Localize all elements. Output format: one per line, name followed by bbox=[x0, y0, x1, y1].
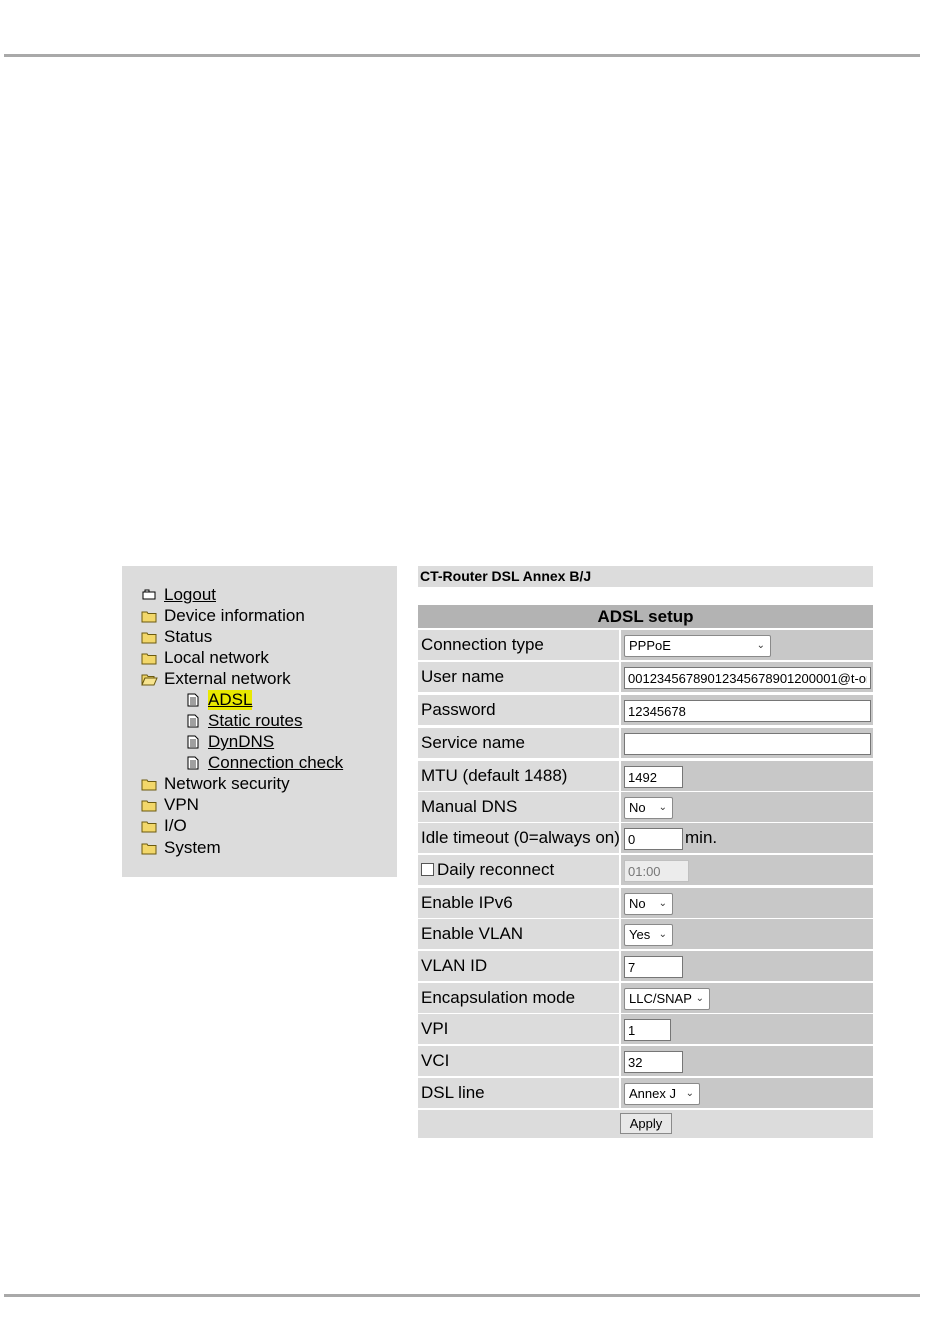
sidebar-item-label[interactable]: Logout bbox=[164, 585, 216, 604]
sidebar-item-system[interactable] bbox=[140, 838, 221, 858]
vci-input[interactable] bbox=[624, 1051, 683, 1073]
sidebar-item-external-network[interactable] bbox=[140, 669, 291, 689]
folder-open-icon bbox=[140, 671, 158, 687]
sidebar-item-label: I/O bbox=[164, 816, 187, 835]
user-name-label: User name bbox=[418, 662, 619, 692]
sidebar-nav bbox=[122, 566, 397, 877]
sidebar-item-label: Local network bbox=[164, 648, 269, 667]
manual-dns-label: Manual DNS bbox=[418, 792, 619, 822]
service-name-input[interactable] bbox=[624, 733, 871, 755]
encapsulation-mode-select[interactable] bbox=[624, 988, 710, 1010]
row-vci bbox=[418, 1046, 873, 1076]
chevron-down-icon: ⌄ bbox=[658, 898, 667, 909]
adsl-setup-form bbox=[418, 605, 873, 1138]
connection-type-select[interactable] bbox=[624, 635, 771, 657]
vpi-label: VPI bbox=[418, 1014, 619, 1044]
sidebar-item-status[interactable] bbox=[140, 627, 212, 647]
sidebar-item-label: Device information bbox=[164, 606, 305, 625]
chevron-down-icon: ⌄ bbox=[685, 1088, 694, 1099]
row-dsl-line bbox=[418, 1078, 873, 1108]
folder-icon bbox=[140, 776, 158, 792]
sidebar-item-connection-check[interactable] bbox=[184, 753, 343, 773]
encapsulation-mode-label: Encapsulation mode bbox=[418, 983, 619, 1013]
password-input[interactable] bbox=[624, 700, 871, 722]
dsl-line-value: Annex J bbox=[629, 1086, 676, 1101]
enable-ipv6-label: Enable IPv6 bbox=[418, 888, 619, 918]
vlan-id-label: VLAN ID bbox=[418, 951, 619, 981]
connection-type-value: PPPoE bbox=[629, 638, 671, 653]
sidebar-item-device-information[interactable] bbox=[140, 606, 305, 626]
form-title: ADSL setup bbox=[418, 605, 873, 628]
vpi-input[interactable] bbox=[624, 1019, 671, 1041]
row-service-name bbox=[418, 728, 873, 758]
apply-button[interactable]: Apply bbox=[620, 1113, 672, 1134]
sidebar-item-label[interactable]: ADSL bbox=[208, 690, 253, 709]
idle-timeout-unit: min. bbox=[685, 828, 718, 847]
device-title: CT-Router DSL Annex B/J bbox=[418, 566, 873, 587]
sidebar-item-static-routes[interactable] bbox=[184, 711, 303, 731]
sidebar-item-adsl[interactable] bbox=[184, 690, 252, 710]
dsl-line-select[interactable] bbox=[624, 1083, 700, 1105]
sidebar-item-label: System bbox=[164, 838, 221, 857]
sidebar-item-label: Status bbox=[164, 627, 213, 646]
page-icon bbox=[184, 692, 202, 708]
row-password bbox=[418, 695, 873, 725]
page-icon bbox=[184, 734, 202, 750]
vlan-id-input[interactable] bbox=[624, 956, 683, 978]
sidebar-item-label: External network bbox=[164, 669, 291, 688]
top-rule bbox=[4, 54, 920, 57]
daily-reconnect-checkbox[interactable] bbox=[421, 863, 434, 876]
mtu-label: MTU (default 1488) bbox=[418, 761, 619, 791]
row-daily-reconnect bbox=[418, 855, 873, 885]
row-vlan-id bbox=[418, 951, 873, 981]
connection-type-label: Connection type bbox=[418, 630, 619, 660]
encapsulation-mode-value: LLC/SNAP bbox=[629, 991, 692, 1006]
sidebar-item-label[interactable]: DynDNS bbox=[208, 732, 275, 751]
sidebar-item-network-security[interactable] bbox=[140, 774, 290, 794]
sidebar-item-vpn[interactable] bbox=[140, 795, 199, 815]
idle-timeout-input[interactable] bbox=[624, 828, 683, 850]
sidebar-item-label[interactable]: Connection check bbox=[208, 753, 344, 772]
logout-icon bbox=[140, 587, 158, 603]
chevron-down-icon: ⌄ bbox=[658, 929, 667, 940]
daily-reconnect-cell bbox=[418, 855, 619, 885]
folder-icon bbox=[140, 797, 158, 813]
folder-icon bbox=[140, 629, 158, 645]
row-connection-type bbox=[418, 630, 873, 660]
enable-ipv6-value: No bbox=[629, 896, 646, 911]
row-apply bbox=[418, 1110, 873, 1138]
sidebar-item-local-network[interactable] bbox=[140, 648, 269, 668]
sidebar-item-io[interactable] bbox=[140, 816, 187, 836]
sidebar-item-dyndns[interactable] bbox=[184, 732, 274, 752]
mtu-input[interactable] bbox=[624, 766, 683, 788]
service-name-label: Service name bbox=[418, 728, 619, 758]
folder-icon bbox=[140, 650, 158, 666]
row-enable-ipv6 bbox=[418, 888, 873, 918]
row-mtu bbox=[418, 761, 873, 791]
row-vpi bbox=[418, 1014, 873, 1044]
page-icon bbox=[184, 713, 202, 729]
sidebar-item-label[interactable]: Static routes bbox=[208, 711, 303, 730]
sidebar-item-label: VPN bbox=[164, 795, 199, 814]
manual-dns-select[interactable] bbox=[624, 797, 673, 819]
dsl-line-label: DSL line bbox=[418, 1078, 619, 1108]
idle-timeout-label: Idle timeout (0=always on) bbox=[418, 823, 619, 853]
enable-vlan-select[interactable] bbox=[624, 924, 673, 946]
folder-icon bbox=[140, 840, 158, 856]
row-idle-timeout bbox=[418, 823, 873, 853]
folder-icon bbox=[140, 818, 158, 834]
bottom-rule bbox=[4, 1294, 920, 1297]
password-label: Password bbox=[418, 695, 619, 725]
chevron-down-icon: ⌄ bbox=[756, 640, 765, 651]
chevron-down-icon: ⌄ bbox=[695, 993, 704, 1004]
user-name-input[interactable] bbox=[624, 667, 871, 689]
row-encapsulation-mode bbox=[418, 983, 873, 1013]
sidebar-item-label: Network security bbox=[164, 774, 290, 793]
folder-icon bbox=[140, 608, 158, 624]
enable-vlan-label: Enable VLAN bbox=[418, 919, 619, 949]
enable-ipv6-select[interactable] bbox=[624, 893, 673, 915]
daily-reconnect-label: Daily reconnect bbox=[437, 860, 555, 879]
row-user-name bbox=[418, 662, 873, 692]
sidebar-item-logout[interactable] bbox=[140, 585, 216, 605]
chevron-down-icon: ⌄ bbox=[658, 802, 667, 813]
manual-dns-value: No bbox=[629, 800, 646, 815]
enable-vlan-value: Yes bbox=[629, 927, 651, 942]
row-manual-dns bbox=[418, 792, 873, 822]
row-enable-vlan bbox=[418, 919, 873, 949]
vci-label: VCI bbox=[418, 1046, 619, 1076]
daily-reconnect-time-input[interactable] bbox=[624, 860, 689, 882]
page-icon bbox=[184, 755, 202, 771]
